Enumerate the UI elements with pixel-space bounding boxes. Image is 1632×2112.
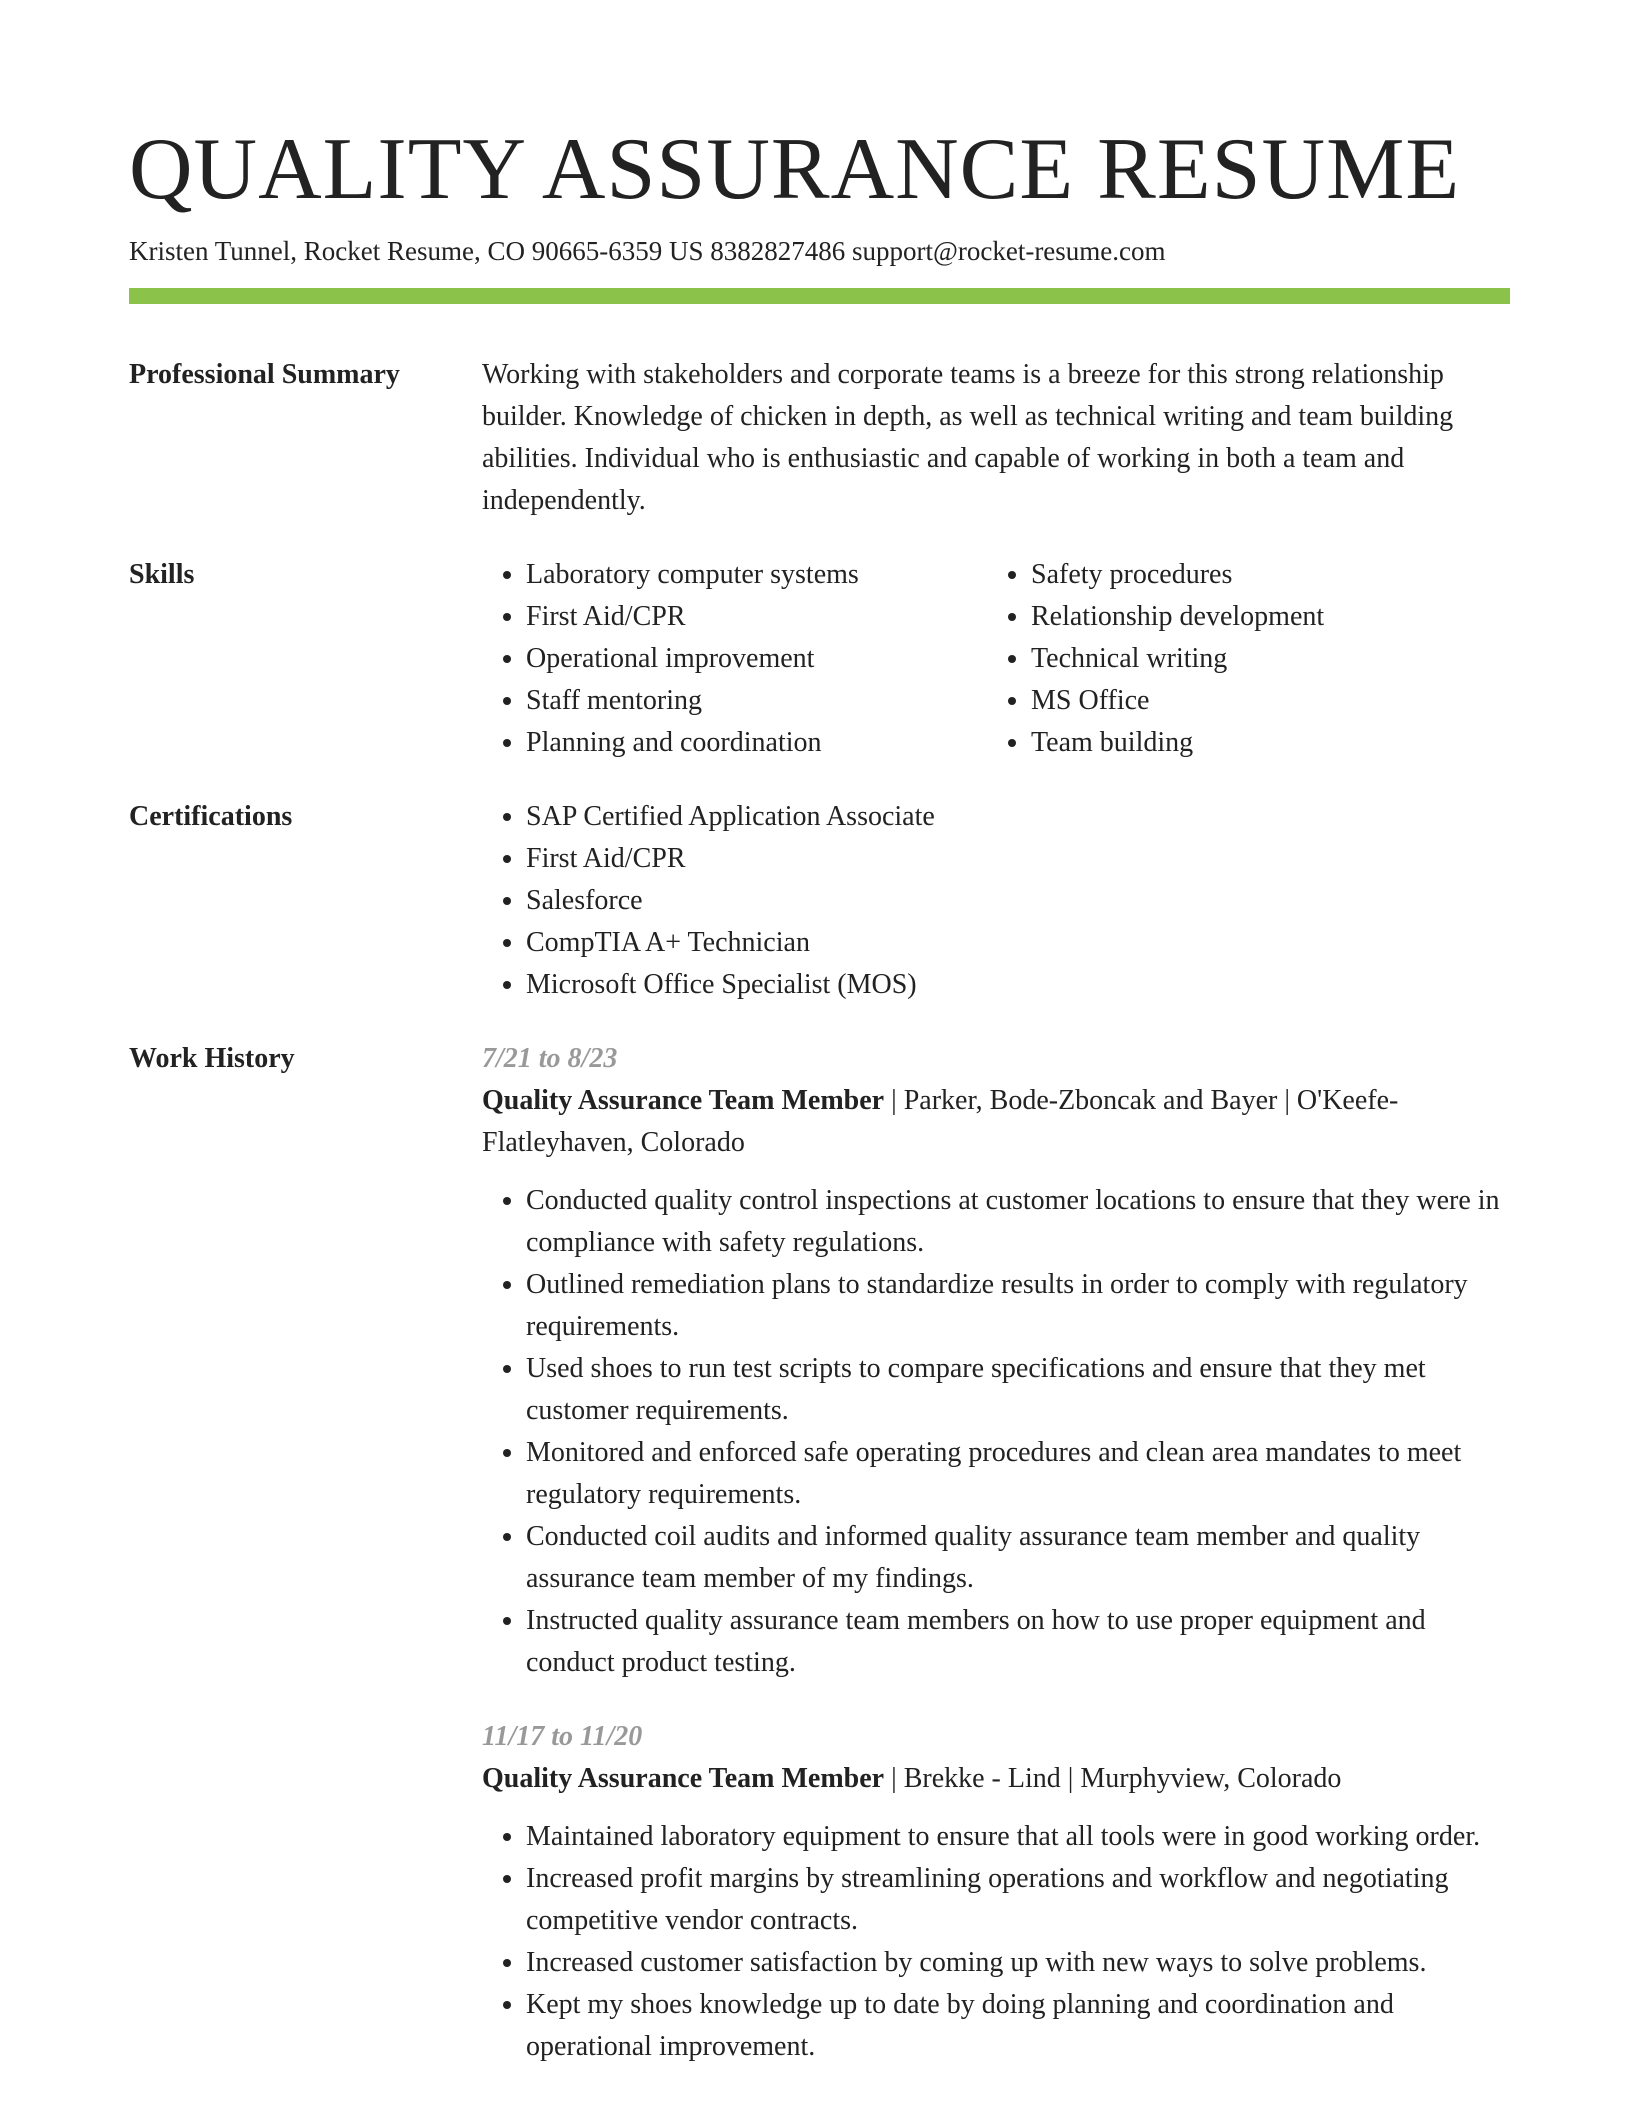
certifications-body <box>482 796 1503 1006</box>
resume-header <box>129 0 1503 304</box>
job-dates: 11/17 to 11/20 <box>482 1721 643 1752</box>
certification-item: • CompTIA A+ Technician <box>526 922 1503 964</box>
skill-item: • Safety procedures <box>1031 554 1492 596</box>
skill-item: • Relationship development <box>1031 596 1492 638</box>
skill-item: • MS Office <box>1031 680 1492 722</box>
work-history-body <box>482 1038 1503 2068</box>
job-duty-item: • Conducted quality control inspections at customer locations to ensure that they were in compliance with safety regulations. <box>526 1180 1503 1264</box>
job-title: Quality Assurance Team Member <box>482 1085 885 1116</box>
certification-item: • Microsoft Office Specialist (MOS) <box>526 964 1503 1006</box>
job-duty-item: • Maintained laboratory equipment to ensure that all tools were in good working order. <box>526 1816 1503 1858</box>
job-duty-item: • Used shoes to run test scripts to compare specifications and ensure that they met customer requirements. <box>526 1348 1503 1432</box>
skills-columns <box>482 554 1503 764</box>
contact-line: Kristen Tunnel, Rocket Resume, CO 90665-6359 US 8382827486 support@rocket-resume.com <box>129 236 1166 266</box>
summary-text: Working with stakeholders and corporate teams is a breeze for this strong relationship builder. Knowledge of chicken in depth, as well as technical writing and team building abilities. Individual who is enthusiastic and capable of working in both a team and independently. <box>482 359 1454 516</box>
job-dates: 7/21 to 8/23 <box>482 1043 618 1074</box>
skills-list-left <box>482 554 987 764</box>
section-label: Professional Summary <box>129 359 400 390</box>
job-entry <box>482 1038 1503 1684</box>
job-employer-location: | Brekke - Lind | Murphyview, Colorado <box>884 1763 1342 1794</box>
job-duty-item: • Monitored and enforced safe operating procedures and clean area mandates to meet regulatory requirements. <box>526 1432 1503 1516</box>
job-duties-list <box>482 1180 1503 1684</box>
job-duty-item: • Instructed quality assurance team members on how to use proper equipment and conduct product testing. <box>526 1600 1503 1684</box>
certification-item: • SAP Certified Application Associate <box>526 796 1503 838</box>
skill-item: • Operational improvement <box>526 638 987 680</box>
job-duty-item: • Increased profit margins by streamlining operations and workflow and negotiating competitive vendor contracts. <box>526 1858 1503 1942</box>
section-label: Work History <box>129 1043 295 1074</box>
certifications-section <box>129 796 1503 1006</box>
accent-divider <box>129 288 1510 304</box>
certifications-list <box>482 796 1503 1006</box>
certification-item: • Salesforce <box>526 880 1503 922</box>
skill-item: • Team building <box>1031 722 1492 764</box>
job-duty-item: • Kept my shoes knowledge up to date by doing planning and coordination and operational improvement. <box>526 1984 1503 2068</box>
section-label: Certifications <box>129 801 293 832</box>
skill-item: • Staff mentoring <box>526 680 987 722</box>
skills-list-right <box>987 554 1492 764</box>
skill-item: • Technical writing <box>1031 638 1492 680</box>
job-employer-location: | Parker, Bode-Zboncak and Bayer | O'Keefe-Flatleyhaven, Colorado <box>482 1085 1399 1158</box>
job-duty-item: • Outlined remediation plans to standardize results in order to comply with regulatory requirements. <box>526 1264 1503 1348</box>
job-heading <box>482 1080 1503 1164</box>
job-duty-item: • Increased customer satisfaction by coming up with new ways to solve problems. <box>526 1942 1503 1984</box>
section-label: Skills <box>129 559 195 590</box>
job-heading <box>482 1758 1503 1800</box>
job-title: Quality Assurance Team Member <box>482 1763 885 1794</box>
skills-section <box>129 554 1503 764</box>
work-history-section <box>129 1038 1503 2068</box>
skill-item: • First Aid/CPR <box>526 596 987 638</box>
skill-item: • Planning and coordination <box>526 722 987 764</box>
skill-item: • Laboratory computer systems <box>526 554 987 596</box>
professional-summary-section <box>129 354 1503 522</box>
job-duties-list <box>482 1816 1503 2068</box>
certification-item: • First Aid/CPR <box>526 838 1503 880</box>
job-entry <box>482 1716 1503 2068</box>
job-duty-item: • Conducted coil audits and informed quality assurance team member and quality assurance team member of my findings. <box>526 1516 1503 1600</box>
resume-title: QUALITY ASSURANCE RESUME <box>129 121 1461 218</box>
